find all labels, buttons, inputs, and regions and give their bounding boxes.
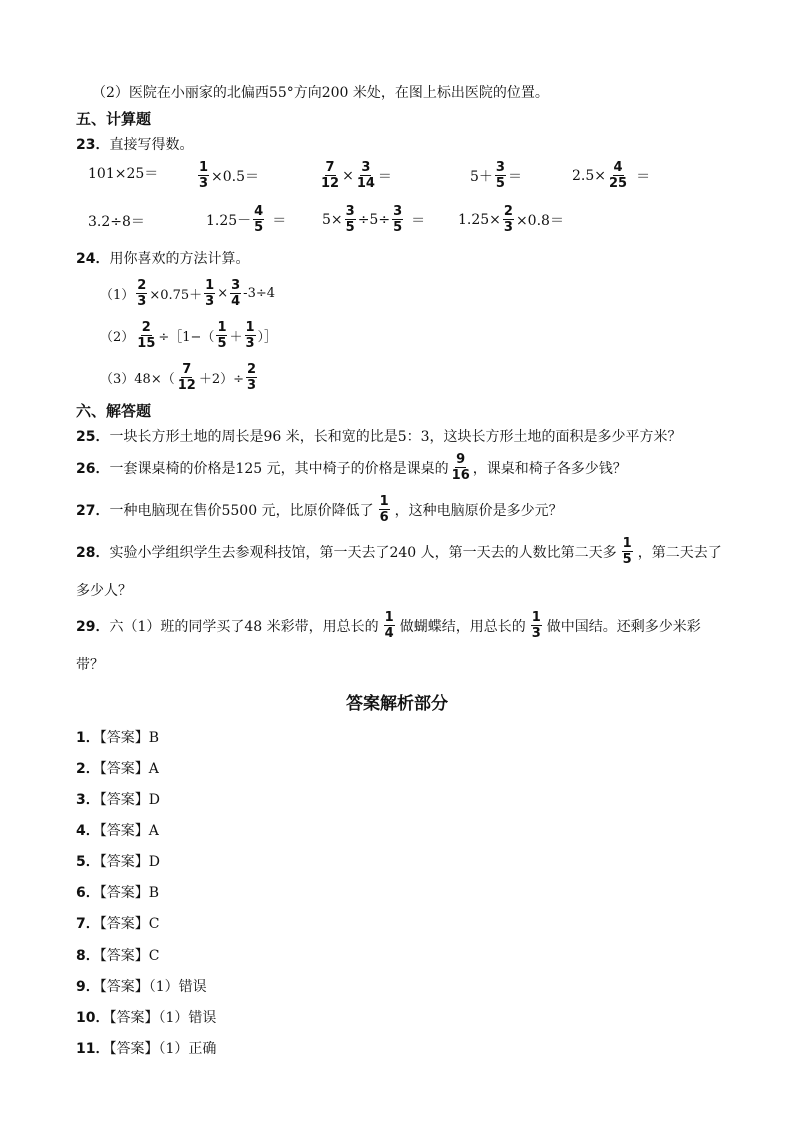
answer-text: 【答案】D [99, 854, 160, 870]
answer-number: 2． [76, 761, 100, 777]
question-27 [76, 494, 563, 525]
answer-item [76, 945, 159, 965]
question-text: ，第二天去了 [637, 544, 722, 561]
calc-text: 1.25× [458, 211, 501, 228]
question-text: 一种电脑现在售价5500 元，比原价降低了 [109, 502, 374, 519]
calc-24-2 [100, 320, 277, 351]
answer-item [76, 758, 159, 778]
denominator: 16 [451, 468, 470, 483]
section-five-title: 五、计算题 [76, 110, 152, 128]
calc-text: 3.2÷8＝ [88, 214, 145, 230]
question-number: 29． [76, 618, 110, 635]
calc-text: × [217, 286, 229, 301]
numerator: 2 [246, 362, 257, 377]
calc-text: ×0.8＝ [515, 212, 564, 229]
numerator: 1 [245, 320, 255, 335]
numerator: 1 [217, 320, 227, 335]
part-label: （2） [100, 330, 135, 345]
calc-text: ＝ [507, 168, 522, 185]
calc-text: ×0.5＝ [211, 168, 260, 185]
answer-text: 【答案】（1）错误 [99, 979, 207, 995]
question-text: 一套课桌椅的价格是125 元，其中椅子的价格是课桌的 [109, 460, 449, 477]
denominator: 14 [356, 176, 375, 191]
question-26 [76, 452, 627, 483]
answer-text: 【答案】A [99, 823, 159, 839]
calc-text: ＝ [377, 168, 392, 185]
fraction [246, 362, 257, 393]
fraction [320, 160, 340, 191]
fraction [136, 320, 156, 351]
denominator: 5 [254, 220, 264, 235]
numerator: 2 [141, 320, 151, 335]
numerator: 3 [231, 278, 241, 293]
question-text: 一块长方形土地的周长是96 米，长和宽的比是5：3，这块长方形土地的面积是多少平方米？ [109, 429, 682, 445]
calc-text: 5＋ [470, 168, 493, 185]
numerator: 4 [613, 160, 623, 175]
denominator: 3 [137, 294, 147, 309]
calc-text: ÷［1−（ [158, 330, 215, 345]
calc-text: ＋2）÷ [198, 372, 244, 387]
denominator: 4 [231, 294, 241, 309]
fraction [608, 160, 628, 191]
denominator: 6 [379, 510, 389, 525]
intro-text: （2）医院在小丽家的北偏西55°方向200 米处，在图上标出医院的位置。 [92, 85, 549, 101]
question-24 [76, 248, 249, 268]
calc-23-5 [572, 160, 650, 191]
denominator: 12 [321, 176, 340, 191]
calc-text: 2.5× [572, 167, 606, 184]
denominator: 12 [177, 378, 196, 393]
numerator: 1 [531, 610, 541, 625]
question-23 [76, 134, 193, 154]
fraction [622, 536, 633, 567]
fraction [204, 278, 215, 309]
numerator: 1 [379, 494, 389, 509]
numerator: 4 [254, 204, 264, 219]
question-28 [76, 536, 722, 567]
question-number: 27． [76, 502, 110, 519]
question-text: ，这种电脑原价是多少元？ [394, 502, 563, 519]
answer-item [76, 1038, 216, 1058]
answer-text: 【答案】B [99, 885, 160, 901]
denominator: 3 [245, 336, 255, 351]
numerator: 3 [393, 204, 403, 219]
numerator: 2 [503, 204, 513, 219]
question-text: 六（1）班的同学买了48 米彩带，用总长的 [109, 618, 379, 635]
calc-23-1 [88, 163, 158, 183]
calc-text: 1.25－ [206, 212, 252, 229]
numerator: 7 [325, 160, 335, 175]
calc-text: ＋ [229, 330, 243, 345]
question-text: 做中国结。还剩多少米彩 [546, 618, 701, 635]
question-number: 26． [76, 460, 110, 477]
answer-item [76, 727, 159, 747]
answer-text: 【答案】B [99, 730, 160, 746]
answer-item [76, 851, 160, 871]
fraction [253, 204, 264, 235]
calc-text: 48×（ [134, 372, 175, 387]
calc-text: 5× [322, 211, 343, 228]
answer-text: 【答案】A [99, 761, 159, 777]
part-label: （3） [100, 372, 135, 387]
question-text: ，课桌和椅子各多少钱？ [472, 460, 627, 477]
answer-text: 【答案】（1）正确 [109, 1041, 217, 1057]
question-text: 用你喜欢的方法计算。 [109, 251, 250, 267]
fraction [245, 320, 256, 351]
calc-text: ÷5÷ [357, 211, 391, 228]
calc-text: 101×25＝ [88, 166, 159, 182]
calc-text: × [342, 167, 354, 184]
calc-23-3 [318, 160, 392, 191]
answer-number: 1． [76, 730, 100, 746]
numerator: 1 [205, 278, 215, 293]
fraction [531, 610, 542, 641]
calc-text: ＝ [411, 212, 426, 229]
question-number: 25． [76, 429, 110, 445]
fraction [356, 160, 376, 191]
question-text: 做蝴蝶结，用总长的 [399, 618, 526, 635]
denominator: 25 [609, 176, 628, 191]
answer-item [76, 820, 159, 840]
question-number: 24． [76, 251, 110, 267]
fraction [451, 452, 471, 483]
section-six-title: 六、解答题 [76, 402, 152, 420]
numerator: 3 [361, 160, 371, 175]
denominator: 5 [345, 220, 355, 235]
answer-number: 11． [76, 1041, 110, 1057]
fraction [177, 362, 197, 393]
numerator: 7 [182, 362, 192, 377]
calc-23-9 [458, 204, 564, 235]
denominator: 5 [622, 552, 632, 567]
answers-title: 答案解析部分 [346, 694, 448, 714]
question-28-continued: 多少人？ [76, 583, 132, 599]
question-number: 28． [76, 544, 110, 561]
answer-number: 9． [76, 979, 100, 995]
denominator: 5 [217, 336, 227, 351]
calc-text: ）］ [257, 330, 278, 345]
numerator: 1 [199, 160, 209, 175]
question-29 [76, 610, 701, 641]
question-text: 直接写得数。 [109, 137, 194, 153]
calc-24-1 [100, 278, 275, 309]
denominator: 3 [531, 626, 541, 641]
part-label: （1） [100, 288, 135, 303]
denominator: 3 [246, 378, 257, 393]
fraction [503, 204, 514, 235]
numerator: 3 [345, 204, 355, 219]
question-text: 实验小学组织学生去参观科技馆，第一天去了240 人，第一天去的人数比第二天多 [109, 544, 617, 561]
answer-text: 【答案】（1）错误 [109, 1010, 217, 1026]
fraction [384, 610, 395, 641]
answer-number: 8． [76, 948, 100, 964]
answer-item [76, 789, 160, 809]
question-number: 23． [76, 137, 110, 153]
answer-item [76, 882, 159, 902]
calc-text: ×0.75＋ [149, 288, 203, 303]
answer-text: 【答案】C [99, 916, 160, 932]
answer-number: 4． [76, 823, 100, 839]
fraction [495, 160, 506, 191]
fraction [379, 494, 390, 525]
denominator: 5 [393, 220, 403, 235]
answer-text: 【答案】C [99, 948, 160, 964]
calc-23-4 [470, 160, 522, 191]
calc-23-8 [322, 204, 425, 235]
numerator: 1 [622, 536, 632, 551]
answer-item [76, 1007, 216, 1027]
numerator: 1 [384, 610, 394, 625]
answer-text: 【答案】D [99, 792, 160, 808]
calc-24-3 [100, 362, 259, 393]
answer-number: 6． [76, 885, 100, 901]
calc-23-7 [206, 204, 286, 235]
denominator: 15 [137, 336, 156, 351]
answer-item [76, 976, 207, 996]
calc-text: -3÷4 [243, 286, 275, 301]
calc-text: ＝ [272, 212, 287, 229]
denominator: 3 [199, 176, 209, 191]
fraction [392, 204, 403, 235]
answer-number: 7． [76, 916, 100, 932]
denominator: 5 [495, 176, 505, 191]
denominator: 4 [384, 626, 394, 641]
numerator: 2 [137, 278, 147, 293]
question-25 [76, 426, 682, 446]
numerator: 3 [495, 160, 505, 175]
fraction [136, 278, 147, 309]
question-29-continued: 带？ [76, 657, 104, 673]
fraction [216, 320, 227, 351]
calc-23-6 [88, 211, 145, 231]
numerator: 9 [456, 452, 466, 467]
calc-23-2 [196, 160, 259, 191]
answer-number: 3． [76, 792, 100, 808]
answer-item [76, 913, 159, 933]
calc-text: ＝ [636, 168, 651, 185]
answer-number: 5． [76, 854, 100, 870]
fraction [198, 160, 209, 191]
answer-number: 10． [76, 1010, 110, 1026]
fraction [345, 204, 356, 235]
denominator: 3 [503, 220, 513, 235]
denominator: 3 [205, 294, 215, 309]
fraction [230, 278, 241, 309]
